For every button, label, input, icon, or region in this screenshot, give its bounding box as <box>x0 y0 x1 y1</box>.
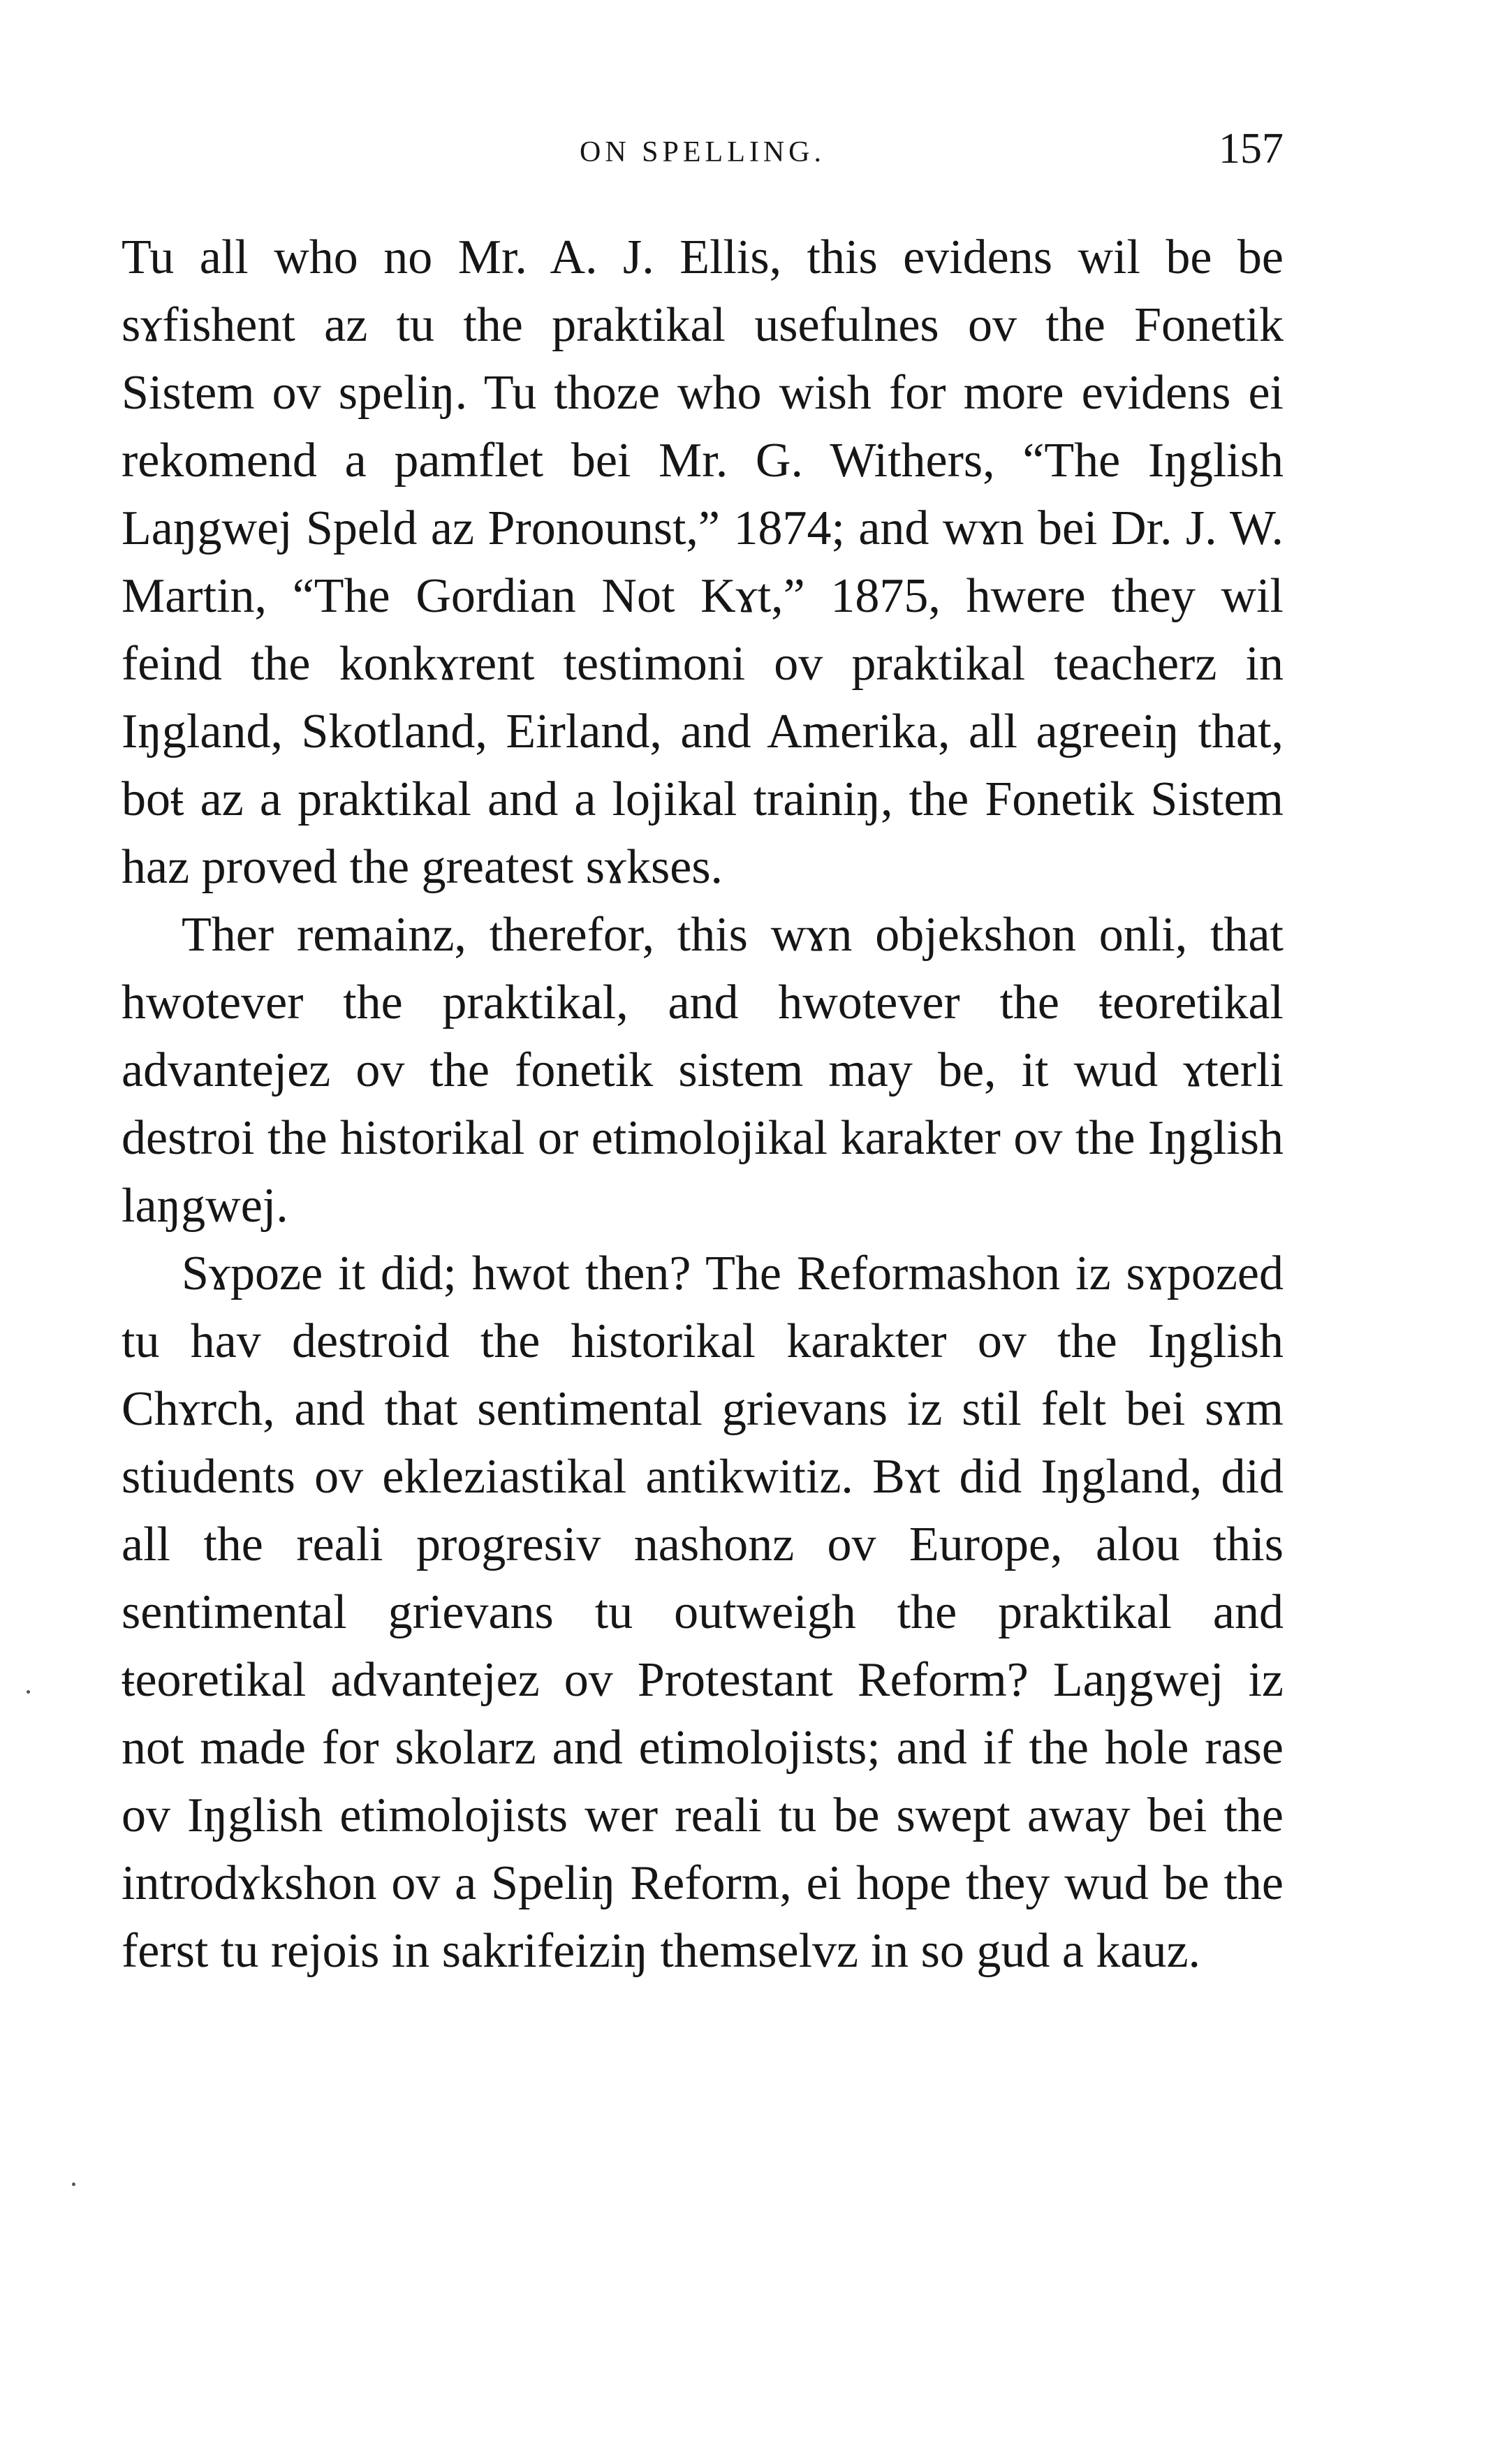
running-title: ON SPELLING. <box>580 136 825 168</box>
body-text <box>122 223 1284 1985</box>
paragraph-1: Tu all who no Mr. A. J. Ellis, this evidens wil be be sɤfishent az tu the praktikal usefulnes ov the Fonetik Sistem ov speliŋ. Tu thoze who wish for more evidens ei rekomend a pamflet bei Mr. G. Withers, “The Iŋglish Laŋgwej Speld az Pronounst,” 1874; and wɤn bei Dr. J. W. Martin, “The Gordian Not Kɤt,” 1875, hwere they wil feind the konkɤrent testimoni ov praktikal teacherz in Iŋgland, Skotland, Eirland, and Amerika, all agreeiŋ that, boŧ az a praktikal and a lojikal trainiŋ, the Fonetik Sistem haz proved the greatest sɤkses. <box>122 230 1284 894</box>
running-head <box>122 119 1284 182</box>
page-number: 157 <box>1219 125 1284 173</box>
margin-dot-mark <box>72 2183 75 2186</box>
margin-dot-mark <box>27 1690 30 1694</box>
paragraph-3: Sɤpoze it did; hwot then? The Reformashon iz sɤpozed tu hav destroid the historikal karakter ov the Iŋglish Chɤrch, and that sentimental grievans iz stil felt bei sɤm stiudents ov ekleziastikal antikwitiz. Bɤt did Iŋgland, did all the reali progresiv nashonz ov Europe, alou this sentimental grievans tu outweigh the praktikal and ŧeoretikal advantejez ov Protestant Reform? Laŋgwej iz not made for skolarz and etimolojists; and if the hole rase ov Iŋglish etimolojists wer reali tu be swept away bei the introdɤkshon ov a Speliŋ Reform, ei hope they wud be the ferst tu rejois in sakrifeiziŋ themselvz in so gud a kauz. <box>122 1247 1284 1978</box>
paragraph-2: Ther remainz, therefor, this wɤn objekshon onli, that hwotever the praktikal, and hwotever the ŧeoretikal advantejez ov the fonetik sistem may be, it wud ɤterli destroi the historikal or etimolojikal karakter ov the Iŋglish laŋgwej. <box>122 908 1284 1233</box>
